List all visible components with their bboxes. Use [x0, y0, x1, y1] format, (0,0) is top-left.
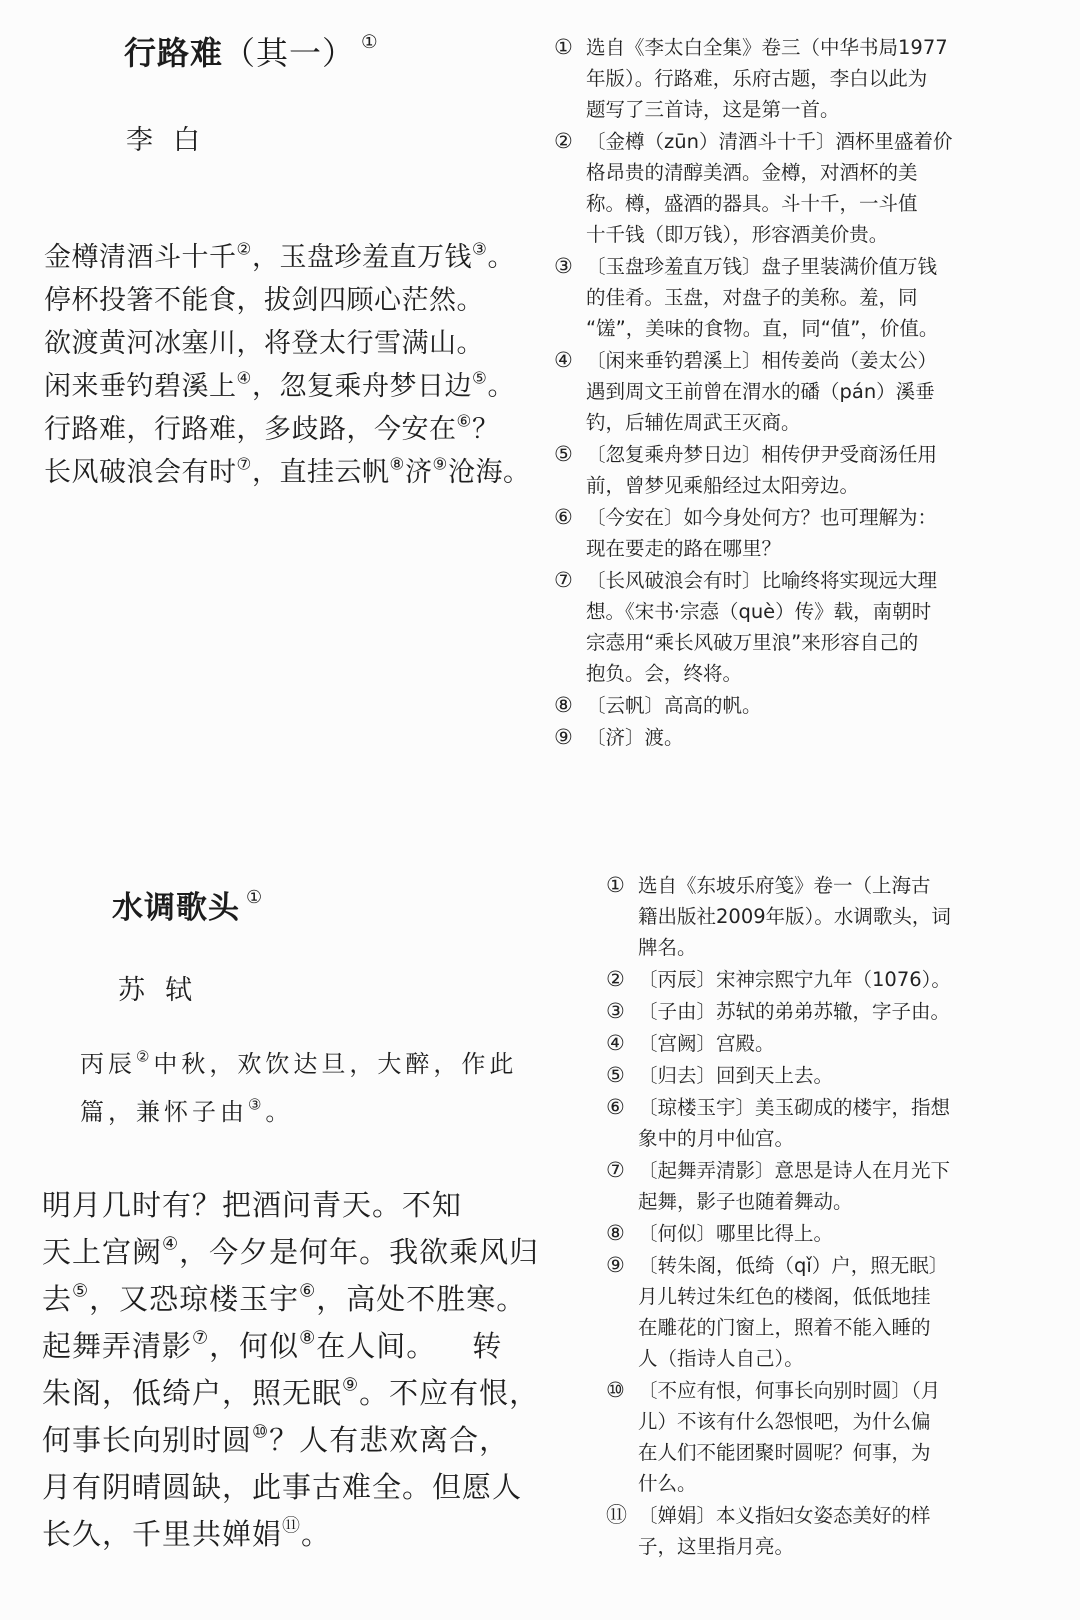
footnote-text-line: 十千钱（即万钱），形容酒美价贵。	[586, 223, 889, 246]
text-segment: ，忽复乘舟梦日边	[252, 371, 473, 402]
footnote-text-line: 钓，后辅佐周武王灭商。	[586, 411, 801, 434]
footnote-mark[interactable]: ③	[472, 238, 488, 259]
text-segment: ？人有悲欢离合，	[269, 1423, 510, 1457]
footnote-item	[606, 996, 1066, 1027]
text-segment: 。	[300, 1517, 331, 1551]
footnote-text-line: 〔起舞弄清影〕意思是诗人在月光下	[638, 1159, 951, 1182]
footnote-text-line: 〔归去〕回到天上去。	[638, 1064, 834, 1087]
footnote-text-line: 〔不应有恨，何事长向别时圆〕（月	[638, 1379, 941, 1402]
footnote-text-line: 〔济〕渡。	[586, 726, 684, 749]
footnote-mark[interactable]: ⑪	[282, 1515, 301, 1537]
text-segment: 停杯投箸不能食，拔剑四顾心茫然。	[44, 285, 484, 316]
footnote-text-line: 〔长风破浪会有时〕比喻终将实现远大理	[586, 569, 938, 592]
footnote-text-line: 起舞，影子也随着舞动。	[638, 1190, 853, 1213]
footnote-text-line: 人（指诗人自己）。	[638, 1347, 804, 1370]
footnote-number: ④	[606, 1031, 625, 1055]
text-segment: ，又恐琼楼玉宇	[89, 1282, 300, 1316]
text-segment: 欲渡黄河冰塞川，将登太行雪满山。	[44, 328, 484, 359]
poem-body-shuidiaogetou	[42, 1182, 539, 1558]
poem-line	[44, 365, 531, 408]
poem-line	[42, 1417, 539, 1464]
poem-body-xinglunan	[44, 236, 531, 494]
footnote-text-line: “馐”，美味的食物。直，同“值”，价值。	[586, 317, 939, 340]
footnote-item	[606, 1060, 1066, 1091]
footnote-text-line: 〔忽复乘舟梦日边〕相传伊尹受商汤任用	[586, 443, 938, 466]
footnote-number: ⑪	[606, 1503, 627, 1527]
poem-line	[42, 1511, 539, 1558]
preface-line	[80, 1040, 517, 1088]
poem-title-text: 行路难	[124, 34, 224, 72]
footnote-item	[554, 690, 1054, 721]
footnote-mark[interactable]: ⑦	[192, 1327, 210, 1349]
poem-line	[44, 236, 531, 279]
preface-line	[80, 1088, 517, 1136]
footnote-mark[interactable]: ⑥	[299, 1280, 317, 1302]
text-segment: 长久，千里共婵娟	[42, 1517, 283, 1551]
footnote-text-line: 〔金樽（zūn）清酒斗十千〕酒杯里盛着价	[586, 130, 953, 153]
footnote-text-line: 〔转朱阁，低绮（qǐ）户，照无眠〕	[638, 1254, 949, 1277]
footnote-mark[interactable]: ⑨	[432, 453, 449, 474]
text-segment: 朱阁，低绮户，照无眠	[42, 1376, 343, 1410]
footnote-text-line: 称。樽，盛酒的器具。斗十千，一斗值	[586, 192, 918, 215]
text-segment: 。不应有恨，	[359, 1376, 540, 1410]
footnote-item	[554, 126, 1054, 250]
footnote-number: ⑨	[606, 1253, 625, 1277]
text-segment: 闲来垂钓碧溪上	[44, 371, 237, 402]
poem-title-xinglunan	[124, 28, 379, 74]
footnote-mark[interactable]: ⑥	[456, 410, 473, 431]
footnote-text-line: 〔婵娟〕本义指妇女姿态美好的样	[638, 1504, 931, 1527]
poem-line	[42, 1464, 539, 1511]
footnote-item	[606, 1250, 1066, 1374]
poem-line	[42, 1182, 539, 1229]
footnote-text-line: 前，曾梦见乘船经过太阳旁边。	[586, 474, 860, 497]
footnote-item	[554, 32, 1054, 125]
footnote-text-line: 题写了三首诗，这是第一首。	[586, 98, 840, 121]
footnote-text-line: 在雕花的门窗上，照着不能入睡的	[638, 1316, 931, 1339]
footnote-text-line: 宗悫用“乘长风破万里浪”来形容自己的	[586, 631, 919, 654]
footnote-item	[606, 870, 1066, 963]
footnote-item	[554, 251, 1054, 344]
poem-title-shuidiaogetou	[112, 882, 263, 927]
footnote-text-line: 牌名。	[638, 936, 697, 959]
footnote-text-line: 格昂贵的清醇美酒。金樽，对酒杯的美	[586, 161, 918, 184]
poem-title-subtitle: （其一）	[223, 34, 356, 72]
footnote-number: ⑦	[554, 568, 573, 592]
footnote-mark[interactable]: ③	[248, 1095, 266, 1114]
footnote-number: ④	[554, 348, 573, 372]
footnote-item	[606, 1028, 1066, 1059]
text-segment: 篇，兼怀子由	[80, 1098, 248, 1126]
footnote-text-line: 抱负。会，终将。	[586, 662, 743, 685]
footnote-number: ②	[554, 129, 573, 153]
footnote-mark[interactable]: ④	[162, 1233, 180, 1255]
footnote-number: ③	[554, 254, 573, 278]
text-segment: 。	[487, 242, 516, 273]
poem-line	[44, 279, 531, 322]
text-segment: ，直挂云帆	[252, 457, 390, 488]
poem-line	[44, 322, 531, 365]
footnote-mark[interactable]: ⑦	[236, 453, 253, 474]
footnote-number: ⑨	[554, 725, 573, 749]
poem-title-text: 水调歌头	[112, 890, 240, 926]
footnote-text-line: 想。《宋书·宗悫（què）传》载，南朝时	[586, 600, 932, 623]
footnote-number: ⑧	[554, 693, 573, 717]
text-segment: 。	[487, 371, 516, 402]
footnote-text-line: 〔云帆〕高高的帆。	[586, 694, 762, 717]
poem-title-footnote-mark: ①	[361, 32, 379, 54]
footnote-item	[554, 722, 1054, 753]
footnote-text-line: 〔闲来垂钓碧溪上〕相传姜尚（姜太公）	[586, 349, 938, 372]
footnote-item	[606, 1500, 1066, 1562]
footnote-number: ⑥	[606, 1095, 625, 1119]
footnote-mark[interactable]: ④	[236, 367, 253, 388]
footnote-number: ⑤	[554, 442, 573, 466]
footnote-number: ⑦	[606, 1158, 625, 1182]
text-segment: 转	[472, 1329, 503, 1363]
footnote-text-line: 象中的月中仙宫。	[638, 1127, 795, 1150]
footnote-text-line: 〔琼楼玉宇〕美玉砌成的楼宇，指想	[638, 1096, 951, 1119]
footnote-text-line: 什么。	[638, 1472, 697, 1495]
text-segment: ，玉盘珍羞直万钱	[252, 242, 473, 273]
footnote-mark[interactable]: ②	[236, 238, 253, 259]
text-segment: 。	[265, 1098, 294, 1126]
poem-author-libai: 李白	[126, 125, 220, 156]
text-segment: 起舞弄清影	[42, 1329, 193, 1363]
footnote-mark[interactable]: ⑨	[342, 1374, 360, 1396]
footnote-text-line: 遇到周文王前曾在渭水的磻（pán）溪垂	[586, 380, 935, 403]
text-segment: 沧海。	[448, 457, 531, 488]
footnote-mark[interactable]: ⑧	[299, 1327, 317, 1349]
footnote-text-line: 〔子由〕苏轼的弟弟苏辙，字子由。	[638, 1000, 951, 1023]
text-segment: 何事长向别时圆	[42, 1423, 253, 1457]
footnote-number: ②	[606, 967, 625, 991]
footnote-text-line: 〔玉盘珍羞直万钱〕盘子里装满价值万钱	[586, 255, 938, 278]
footnote-text-line: 选自《李太白全集》卷三（中华书局1977	[586, 36, 948, 59]
footnote-text-line: 选自《东坡乐府笺》卷一（上海古	[638, 874, 931, 897]
footnote-number: ⑥	[554, 505, 573, 529]
footnote-number: ③	[606, 999, 625, 1023]
poem-author-sushi: 苏轼	[118, 975, 212, 1006]
footnote-text-line: 子，这里指月亮。	[638, 1535, 795, 1558]
text-segment: ，何似	[209, 1329, 300, 1363]
text-segment: 济	[405, 457, 433, 488]
text-segment: 中秋，欢饮达旦，大醉，作此	[153, 1050, 518, 1078]
footnote-item	[554, 502, 1054, 564]
footnote-text-line: 在人们不能团聚时圆呢？何事，为	[638, 1441, 931, 1464]
footnote-text-line: 月儿转过朱红色的楼阁，低低地挂	[638, 1285, 931, 1308]
footnote-text-line: 〔丙辰〕宋神宗熙宁九年（1076）。	[638, 968, 951, 991]
poem-line	[42, 1229, 539, 1276]
text-segment: 金樽清酒斗十千	[44, 242, 237, 273]
footnote-mark[interactable]: ⑤	[72, 1280, 90, 1302]
poem-line	[42, 1323, 539, 1370]
poem-line	[44, 451, 531, 494]
poem-title-footnote-mark: ①	[246, 886, 264, 908]
footnote-text-line: 〔今安在〕如今身处何方？也可理解为：	[586, 506, 938, 529]
footnote-text-line: 的佳肴。玉盘，对盘子的美称。羞，同	[586, 286, 918, 309]
text-segment: 明月几时有？把酒问青天。不知	[42, 1188, 463, 1222]
footnote-number: ⑤	[606, 1063, 625, 1087]
text-segment: 在人间。	[316, 1329, 437, 1363]
text-segment: ？	[472, 414, 500, 445]
footnotes-xinglunan	[554, 32, 1054, 754]
text-segment: 去	[42, 1282, 73, 1316]
poem-preface	[80, 1040, 517, 1136]
footnote-text-line: 现在要走的路在哪里？	[586, 537, 782, 560]
footnote-number: ⑩	[606, 1378, 625, 1402]
footnote-item	[554, 345, 1054, 438]
text-segment: ，高处不胜寒。	[316, 1282, 527, 1316]
text-segment: 天上宫阙	[42, 1235, 163, 1269]
text-segment: 行路难，行路难，多歧路，今安在	[44, 414, 457, 445]
footnote-item	[606, 1375, 1066, 1499]
poem-line	[42, 1276, 539, 1323]
poem-line	[44, 408, 531, 451]
footnote-item	[554, 439, 1054, 501]
footnote-item	[606, 1092, 1066, 1154]
footnotes-shuidiaogetou	[606, 870, 1066, 1563]
text-segment: 长风破浪会有时	[44, 457, 237, 488]
footnote-text-line: 年版）。行路难，乐府古题，李白以此为	[586, 67, 928, 90]
footnote-text-line: 〔宫阙〕宫殿。	[638, 1032, 775, 1055]
footnote-mark[interactable]: ⑧	[389, 453, 406, 474]
footnote-number: ⑧	[606, 1221, 625, 1245]
text-segment: 丙辰	[80, 1050, 136, 1078]
footnote-item	[606, 1155, 1066, 1217]
footnote-item	[606, 1218, 1066, 1249]
text-segment: ，今夕是何年。我欲乘风归	[179, 1235, 540, 1269]
footnote-item	[606, 964, 1066, 995]
footnote-mark[interactable]: ⑤	[472, 367, 488, 388]
text-segment: 月有阴晴圆缺，此事古难全。但愿人	[42, 1470, 523, 1504]
footnote-text-line: 儿）不该有什么怨恨吧，为什么偏	[638, 1410, 931, 1433]
footnote-number: ①	[606, 873, 625, 897]
footnote-text-line: 籍出版社2009年版）。水调歌头，词	[638, 905, 951, 928]
poem-line	[42, 1370, 539, 1417]
footnote-mark[interactable]: ⑩	[252, 1421, 270, 1443]
footnote-item	[554, 565, 1054, 689]
footnote-mark[interactable]: ②	[136, 1047, 154, 1066]
footnote-text-line: 〔何似〕哪里比得上。	[638, 1222, 834, 1245]
footnote-number: ①	[554, 35, 573, 59]
